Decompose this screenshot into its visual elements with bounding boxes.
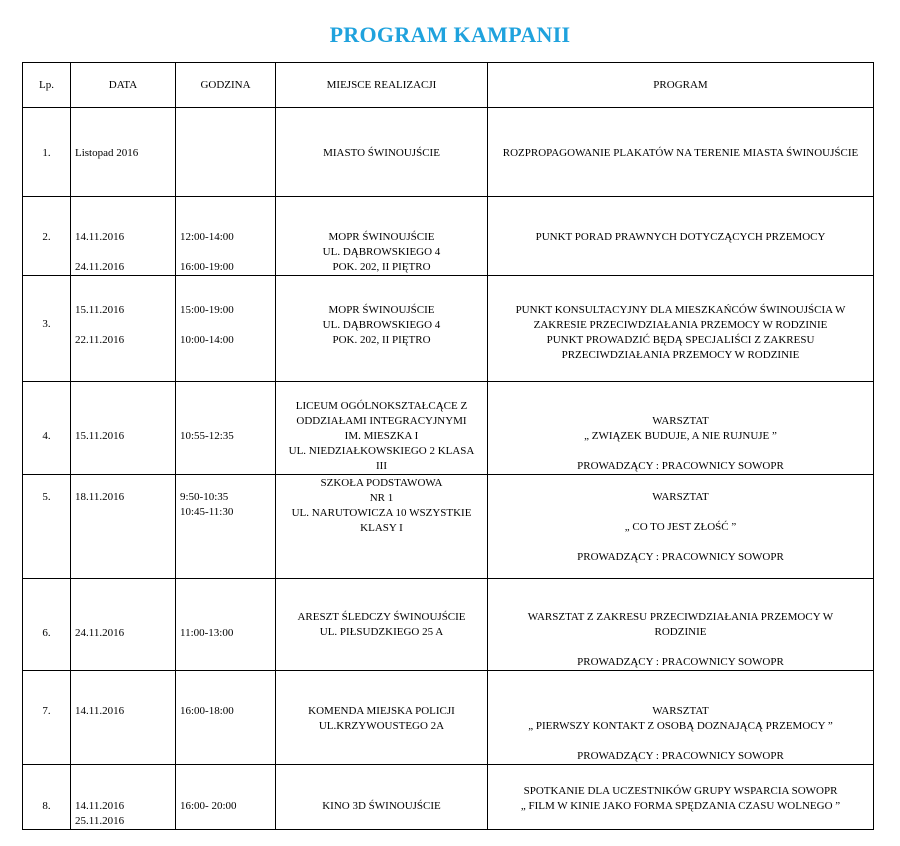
cell-program-line: ROZPROPAGOWANIE PLAKATÓW NA TERENIE MIASTA ŚWINOUJŚCIE [502, 147, 859, 159]
cell-program-line: WARSZTAT Z ZAKRESU PRZECIWDZIAŁANIA PRZEMOCY W [527, 611, 834, 623]
cell-data [71, 382, 176, 475]
cell-program [488, 579, 874, 671]
cell-godzina-line: 10:45-11:30 [180, 506, 234, 518]
cell-miejsce-line: MOPR ŚWINOUJŚCIE [328, 231, 435, 243]
cell-lp-text: 2. [42, 231, 51, 243]
cell-program-line: „ FILM W KINIE JAKO FORMA SPĘDZANIA CZASU WOLNEGO ” [520, 800, 841, 812]
cell-program-line: PUNKT PORAD PRAWNYCH DOTYCZĄCYCH PRZEMOCY [535, 231, 826, 243]
table-header-row [23, 63, 874, 108]
cell-data-line: 15.11.2016 [75, 304, 125, 316]
cell-program [488, 108, 874, 197]
cell-miejsce-line: UL. DĄBROWSKIEGO 4 [322, 319, 441, 331]
cell-data-line: 25.11.2016 [75, 815, 125, 827]
cell-miejsce [276, 579, 488, 671]
table-body [23, 63, 874, 830]
cell-miejsce-line: NR 1 [369, 492, 394, 504]
cell-lp-text: 6. [42, 627, 51, 639]
header-lp: Lp. [23, 63, 71, 108]
table-row [23, 765, 874, 830]
cell-godzina-line [180, 318, 271, 333]
cell-program-line: PROWADZĄCY : PRACOWNICY SOWOPR [577, 750, 784, 762]
cell-program-line [492, 535, 869, 550]
cell-program [488, 382, 874, 475]
cell-lp [23, 671, 71, 765]
cell-miejsce-line: MIASTO ŚWINOUJŚCIE [323, 147, 440, 159]
cell-godzina [176, 765, 276, 830]
cell-godzina [176, 475, 276, 579]
cell-miejsce [276, 765, 488, 830]
page-title: PROGRAM KAMPANII [329, 22, 571, 47]
cell-miejsce-line: ARESZT ŚLEDCZY ŚWINOUJŚCIE [297, 611, 466, 623]
cell-program [488, 475, 874, 579]
header-godzina: GODZINA [176, 63, 276, 108]
cell-lp [23, 108, 71, 197]
cell-godzina-line: 12:00-14:00 [180, 231, 234, 243]
table-row [23, 276, 874, 382]
cell-data-line: 14.11.2016 [75, 800, 125, 812]
cell-data-line: 14.11.2016 [75, 231, 125, 243]
table-row [23, 108, 874, 197]
header-program: PROGRAM [488, 63, 874, 108]
cell-miejsce-line: UL. PIŁSUDZKIEGO 25 A [319, 626, 444, 638]
cell-lp [23, 765, 71, 830]
cell-lp-text: 8. [42, 800, 51, 812]
cell-program [488, 197, 874, 276]
table-row [23, 197, 874, 276]
cell-program-line [492, 640, 869, 655]
cell-data-line: 22.11.2016 [75, 334, 125, 346]
cell-miejsce-line: UL.KRZYWOUSTEGO 2A [318, 720, 445, 732]
cell-miejsce-line: KOMENDA MIEJSKA POLICJI [308, 705, 455, 717]
cell-program-line: ZAKRESIE PRZECIWDZIAŁANIA PRZEMOCY W RODZINIE [533, 319, 828, 331]
cell-data-line: 24.11.2016 [75, 261, 125, 273]
cell-data [71, 276, 176, 382]
cell-godzina [176, 382, 276, 475]
cell-program-line: PROWADZĄCY : PRACOWNICY SOWOPR [577, 656, 784, 668]
cell-godzina-line: 16:00-19:00 [180, 261, 234, 273]
cell-lp [23, 382, 71, 475]
cell-miejsce-line: LICEUM OGÓLNOKSZTAŁCĄCE Z [295, 400, 468, 412]
cell-data-line: 14.11.2016 [75, 705, 125, 717]
header-miejsce: MIEJSCE REALIZACJI [276, 63, 488, 108]
cell-program-line [492, 734, 869, 749]
cell-data-line: Listopad 2016 [75, 147, 139, 159]
cell-godzina-line: 10:55-12:35 [180, 430, 234, 442]
cell-data [71, 579, 176, 671]
cell-lp-text: 5. [42, 491, 51, 503]
cell-miejsce-line: ODDZIAŁAMI INTEGRACYJNYMI [296, 415, 467, 427]
cell-program-line [492, 505, 869, 520]
cell-lp-text: 1. [42, 147, 51, 159]
cell-godzina-line: 16:00-18:00 [180, 705, 234, 717]
cell-program-line: PROWADZĄCY : PRACOWNICY SOWOPR [577, 460, 784, 472]
cell-miejsce [276, 108, 488, 197]
table-row [23, 671, 874, 765]
table-row [23, 579, 874, 671]
cell-godzina-line: 10:00-14:00 [180, 334, 234, 346]
cell-data-line [75, 318, 171, 333]
program-table [22, 62, 874, 830]
cell-godzina-line: 15:00-19:00 [180, 304, 234, 316]
cell-program-line: WARSZTAT [652, 415, 709, 427]
cell-miejsce-line: KLASY I [360, 522, 403, 534]
cell-program-line: WARSZTAT [652, 705, 709, 717]
cell-lp-text: 4. [42, 430, 51, 442]
cell-program-line: PROWADZĄCY : PRACOWNICY SOWOPR [577, 551, 784, 563]
cell-program-line: SPOTKANIE DLA UCZESTNIKÓW GRUPY WSPARCIA SOWOPR [523, 785, 838, 797]
cell-program-line: „ ZWIĄZEK BUDUJE, A NIE RUJNUJE ” [584, 430, 777, 442]
cell-miejsce-line: POK. 202, II PIĘTRO [332, 261, 431, 273]
cell-godzina [176, 671, 276, 765]
cell-lp-text: 7. [42, 705, 51, 717]
cell-miejsce [276, 382, 488, 475]
cell-data [71, 108, 176, 197]
cell-miejsce-line: KINO 3D ŚWINOUJŚCIE [322, 800, 441, 812]
cell-miejsce-line: UL. NARUTOWICZA 10 WSZYSTKIE [291, 507, 472, 519]
cell-godzina [176, 579, 276, 671]
cell-miejsce-line: III [376, 460, 387, 472]
cell-godzina [176, 108, 276, 197]
cell-lp [23, 276, 71, 382]
cell-miejsce-line: MOPR ŚWINOUJŚCIE [328, 304, 435, 316]
cell-data-line: 18.11.2016 [75, 491, 125, 503]
cell-miejsce-line: POK. 202, II PIĘTRO [332, 334, 431, 346]
header-data: DATA [71, 63, 176, 108]
cell-program-line: „ PIERWSZY KONTAKT Z OSOBĄ DOZNAJĄCĄ PRZEMOCY ” [528, 720, 833, 732]
cell-godzina [176, 197, 276, 276]
cell-miejsce-line: UL. DĄBROWSKIEGO 4 [322, 246, 441, 258]
cell-godzina [176, 276, 276, 382]
cell-program-line [492, 444, 869, 459]
cell-miejsce [276, 197, 488, 276]
cell-godzina-line [180, 245, 271, 260]
cell-miejsce-line: SZKOŁA PODSTAWOWA [320, 477, 443, 489]
cell-data [71, 765, 176, 830]
cell-program-line: WARSZTAT [652, 491, 709, 503]
cell-lp [23, 197, 71, 276]
cell-godzina-line: 16:00- 20:00 [180, 800, 237, 812]
cell-miejsce-line: UL. NIEDZIAŁKOWSKIEGO 2 KLASA [288, 445, 475, 457]
cell-godzina-line: 9:50-10:35 [180, 491, 229, 503]
cell-godzina-line: 11:00-13:00 [180, 627, 234, 639]
cell-program [488, 671, 874, 765]
cell-lp [23, 475, 71, 579]
cell-miejsce [276, 276, 488, 382]
table-row [23, 475, 874, 579]
cell-program-line: PRZECIWDZIAŁANIA PRZEMOCY W RODZINIE [561, 349, 800, 361]
cell-data [71, 671, 176, 765]
cell-lp-text: 3. [42, 318, 51, 330]
cell-data-line [75, 245, 171, 260]
cell-data-line: 15.11.2016 [75, 430, 125, 442]
table-row [23, 382, 874, 475]
cell-miejsce [276, 671, 488, 765]
cell-lp [23, 579, 71, 671]
cell-program-line: PUNKT PROWADZIĆ BĘDĄ SPECJALIŚCI Z ZAKRESU [546, 334, 815, 346]
cell-program [488, 276, 874, 382]
cell-program-line: RODZINIE [654, 626, 707, 638]
cell-miejsce-line: IM. MIESZKA I [344, 430, 419, 442]
cell-program-line: PUNKT KONSULTACYJNY DLA MIESZKAŃCÓW ŚWINOUJŚCIA W [515, 304, 846, 316]
cell-data [71, 197, 176, 276]
cell-data [71, 475, 176, 579]
cell-program [488, 765, 874, 830]
cell-data-line: 24.11.2016 [75, 627, 125, 639]
cell-program-line: „ CO TO JEST ZŁOŚĆ ” [624, 521, 737, 533]
cell-miejsce [276, 475, 488, 579]
